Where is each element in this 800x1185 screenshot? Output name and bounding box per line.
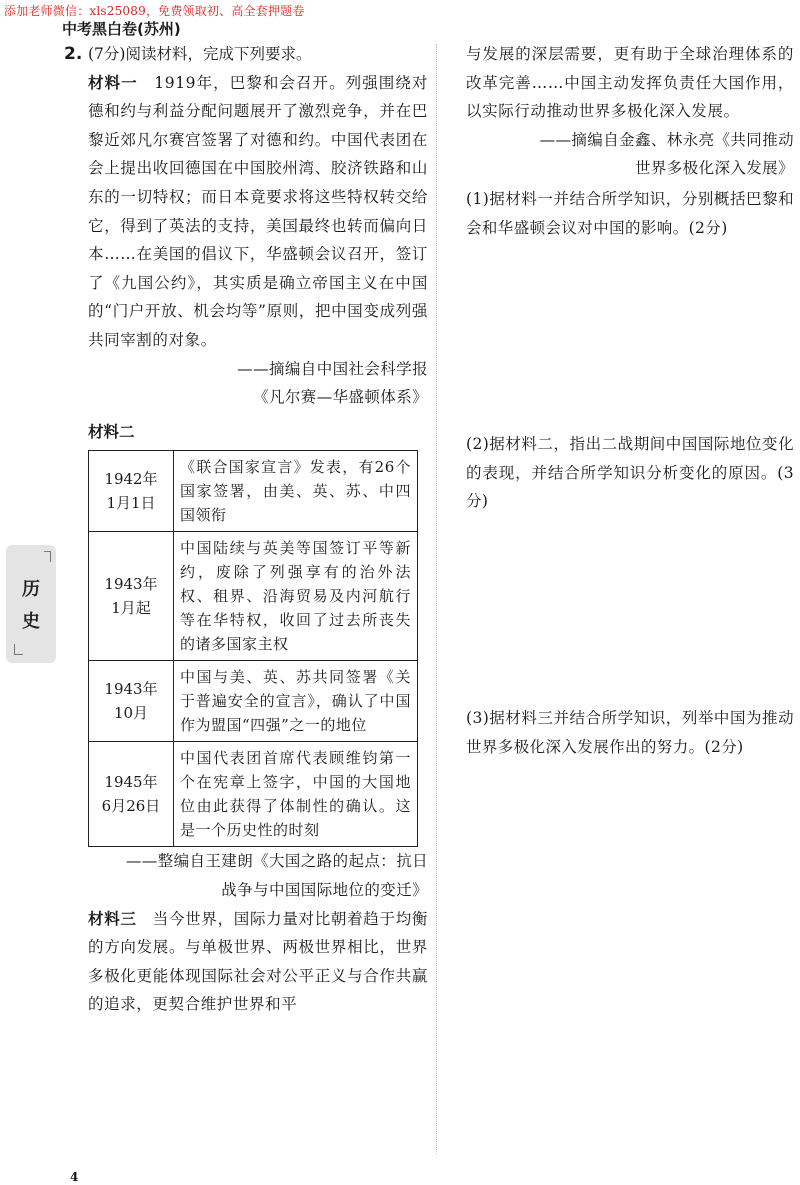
- material-2-label: 材料二: [88, 422, 135, 441]
- material-2-source-line2: 战争与中国国际地位的变迁》: [221, 880, 428, 899]
- tab-corner-mark-top: [44, 551, 51, 562]
- row-event: 中国陆续与英美等国签订平等新约，废除了列强享有的治外法权、租界、沿海贸易及内河航行等在华特权，收回了过去所丧失的诸多国家主权: [174, 532, 418, 661]
- tab-corner-mark-bottom: [14, 644, 23, 655]
- question-number: 2.: [64, 44, 83, 64]
- table-row: [89, 451, 418, 532]
- right-column: [466, 40, 794, 761]
- material-3-text-right: 与发展的深层需要，更有助于全球治理体系的改革完善……中国主动发挥负责任大国作用，以实际行动推动世界多极化深入发展。: [466, 45, 794, 121]
- subject-tab-char-1: 历: [22, 579, 40, 600]
- material-1-source-line1: ——摘编自中国社会科学报: [237, 359, 428, 378]
- material-3-source-line1: ——摘编自金鑫、林永亮《共同推动: [539, 130, 794, 149]
- table-row: [89, 532, 418, 661]
- material-1: [64, 69, 428, 355]
- sub-question-1: (1)据材料一并结合所学知识，分别概括巴黎和会和华盛顿会议对中国的影响。(2分): [466, 189, 794, 237]
- table-row: [89, 661, 418, 742]
- subject-side-tab: [6, 545, 56, 663]
- subject-tab-char-2: 史: [22, 611, 40, 632]
- row-event: 《联合国家宣言》发表，有26个国家签署，由美、英、苏、中四国领衔: [174, 451, 418, 532]
- material-1-source-line2: 《凡尔赛—华盛顿体系》: [253, 388, 428, 407]
- row-date: 1945年 6月26日: [89, 742, 174, 847]
- question-heading: [64, 40, 428, 69]
- row-date: 1942年 1月1日: [89, 451, 174, 532]
- page-header: 中考黑白卷(苏州): [62, 20, 181, 38]
- material-2-source-line1: ——整编自王建朗《大国之路的起点：抗日: [125, 852, 428, 871]
- row-event: 中国与美、英、苏共同签署《关于普遍安全的宣言》，确认了中国作为盟国“四强”之一的地位: [174, 661, 418, 742]
- row-date: 1943年 1月起: [89, 532, 174, 661]
- sub-question-3: (3)据材料三并结合所学知识，列举中国为推动世界多极化深入发展作出的努力。(2分): [466, 708, 794, 756]
- table-row: [89, 742, 418, 847]
- material-1-text: 1919年，巴黎和会召开。列强围绕对德和约与利益分配问题展开了激烈竞争，并在巴黎近郊凡尔赛宫签署了对德和约。中国代表团在会上提出收回德国在中国胶州湾、胶济铁路和山东的一切特权；而日本竟要求将这些特权转交给它，得到了英法的支持，美国最终也转而偏向日本……在美国的倡议下，华盛顿会议召开，签订了《九国公约》，其实质是确立帝国主义在中国的“门户开放、机会均等”原则，把中国变成列强共同宰割的对象。: [88, 73, 428, 349]
- page-number: 4: [70, 1170, 79, 1184]
- material-3-source-line2: 世界多极化深入发展》: [634, 159, 794, 178]
- column-divider: [436, 44, 437, 1154]
- material-3-text-left: 当今世界，国际力量对比朝着趋于均衡的方向发展。与单极世界、两极世界相比，世界多极化更能体现国际社会对公平正义与合作共赢的追求，更契合维护世界和平: [88, 909, 428, 1014]
- watermark-text: 添加老师微信：xls25089，免费领取初、高全套押题卷: [4, 4, 305, 18]
- left-column: [64, 40, 428, 1019]
- row-date: 1943年 10月: [89, 661, 174, 742]
- sub-question-2: (2)据材料二，指出二战期间中国国际地位变化的表现，并结合所学知识分析变化的原因。(3分): [466, 435, 794, 511]
- material-3-part1: [64, 905, 428, 1019]
- question-stem: (7分)阅读材料，完成下列要求。: [88, 45, 312, 63]
- material-3-label: 材料三: [88, 909, 137, 928]
- row-event: 中国代表团首席代表顾维钧第一个在宪章上签字，中国的大国地位由此获得了体制性的确认。这是一个历史性的时刻: [174, 742, 418, 847]
- material-1-label: 材料一: [88, 73, 138, 92]
- material-2-table: [88, 450, 418, 847]
